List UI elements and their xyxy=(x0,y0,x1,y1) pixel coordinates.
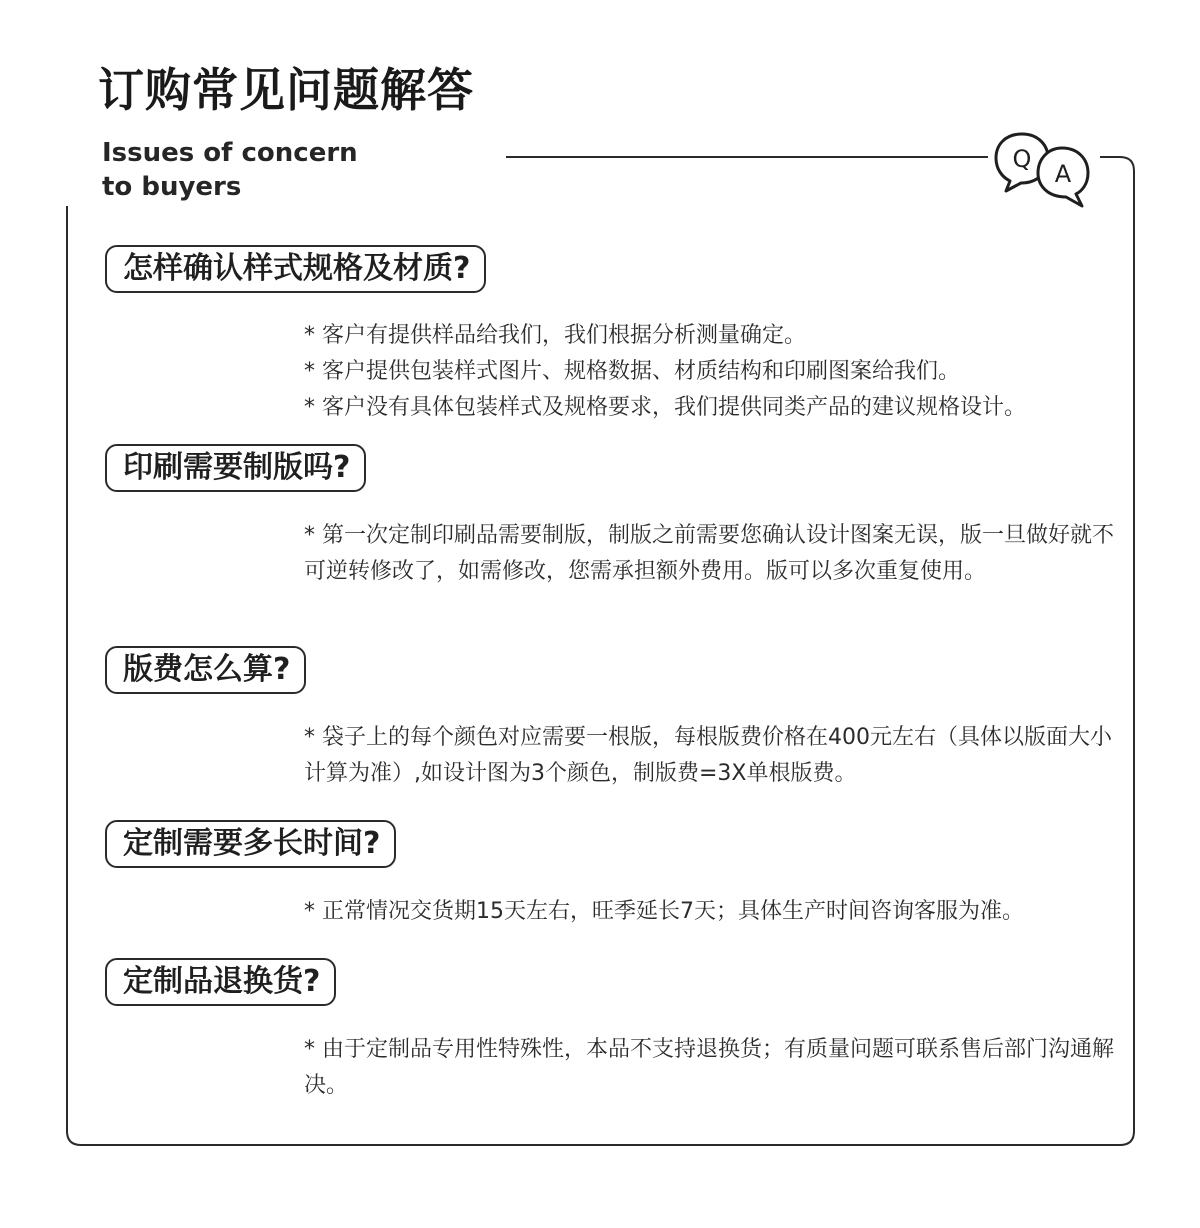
faq-answer-2 xyxy=(304,518,1114,590)
faq-answer-1-line-2: * 客户提供包装样式图片、规格数据、材质结构和印刷图案给我们。 xyxy=(304,359,960,384)
faq-answer-4-line-1: * 正常情况交货期15天左右，旺季延长7天；具体生产时间咨询客服为准。 xyxy=(304,899,1024,924)
faq-question-5: 定制品退换货? xyxy=(105,958,336,1006)
faq-question-4: 定制需要多长时间? xyxy=(105,820,396,868)
page-title: 订购常见问题解答 xyxy=(98,63,474,117)
faq-answer-5-line-1: * 由于定制品专用性特殊性，本品不支持退换货；有质量问题可联系售后部门沟通解决。 xyxy=(304,1037,1114,1098)
qa-icon-a: A xyxy=(1054,160,1072,188)
faq-answer-1-line-1: * 客户有提供样品给我们，我们根据分析测量确定。 xyxy=(304,323,806,348)
faq-question-3: 版费怎么算? xyxy=(105,646,306,694)
qa-chat-bubbles-icon xyxy=(990,128,1094,212)
faq-answer-5 xyxy=(304,1032,1114,1104)
qa-icon-q: Q xyxy=(1012,145,1032,173)
faq-question-2: 印刷需要制版吗? xyxy=(105,444,366,492)
faq-answer-3-line-1: * 袋子上的每个颜色对应需要一根版，每根版费价格在400元左右（具体以版面大小计算为准）,如设计图为3个颜色，制版费=3X单根版费。 xyxy=(304,725,1112,786)
faq-question-1: 怎样确认样式规格及材质? xyxy=(105,245,486,293)
faq-answer-1-line-3: * 客户没有具体包装样式及规格要求，我们提供同类产品的建议规格设计。 xyxy=(304,395,1026,420)
subtitle-line-2: to buyers xyxy=(102,172,242,202)
subtitle-line-1: Issues of concern xyxy=(102,138,358,168)
faq-answer-1 xyxy=(304,318,1114,426)
faq-answer-2-line-1: * 第一次定制印刷品需要制版，制版之前需要您确认设计图案无误，版一旦做好就不可逆转修改了，如需修改，您需承担额外费用。版可以多次重复使用。 xyxy=(304,523,1114,584)
faq-answer-3 xyxy=(304,720,1114,792)
faq-answer-4 xyxy=(304,894,1114,930)
